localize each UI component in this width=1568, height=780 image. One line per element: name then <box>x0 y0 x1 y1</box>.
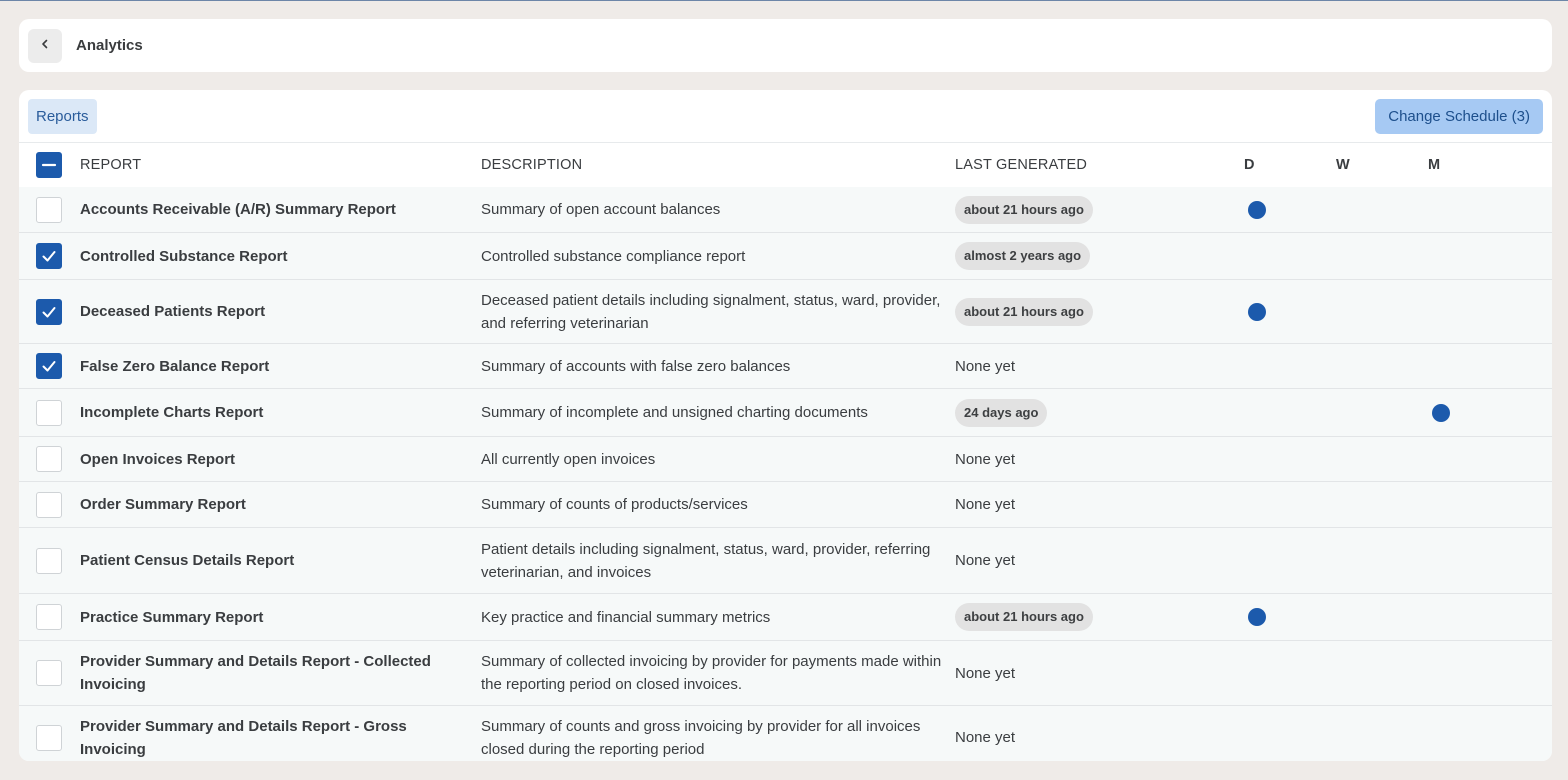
row-checkbox[interactable] <box>36 660 62 686</box>
last-generated-badge: about 21 hours ago <box>955 603 1093 631</box>
report-description: Summary of counts of products/services <box>481 496 748 513</box>
last-generated-badge: about 21 hours ago <box>955 196 1093 224</box>
report-description: Key practice and financial summary metrics <box>481 608 771 626</box>
checkmark-icon <box>40 247 58 265</box>
report-name: Open Invoices Report <box>80 450 236 468</box>
reports-panel <box>19 90 1552 761</box>
table-row[interactable] <box>19 482 1552 528</box>
scheduled-dot-icon <box>1248 608 1266 626</box>
daily-cell <box>1244 608 1336 626</box>
reports-table <box>19 143 1552 761</box>
table-row[interactable] <box>19 706 1552 761</box>
last-generated-text: None yet <box>955 357 1016 375</box>
select-all-checkbox[interactable] <box>36 152 62 178</box>
chevron-left-icon <box>39 37 51 55</box>
report-description: Summary of counts and gross invoicing by provider for all invoices closed during the reporting period <box>481 717 921 758</box>
report-description: Summary of collected invoicing by provider for payments made within the reporting period on closed invoices. <box>481 653 942 693</box>
table-header <box>19 143 1552 187</box>
last-generated-badge: about 21 hours ago <box>955 298 1093 326</box>
row-checkbox[interactable] <box>36 197 62 223</box>
table-row[interactable] <box>19 641 1552 706</box>
checkmark-icon <box>40 303 58 321</box>
last-generated-badge: 24 days ago <box>955 399 1047 427</box>
report-name: Practice Summary Report <box>80 608 264 626</box>
report-name: Provider Summary and Details Report - Collected Invoicing <box>80 653 431 693</box>
top-bar <box>19 19 1552 72</box>
table-row[interactable] <box>19 280 1552 344</box>
row-checkbox[interactable] <box>36 243 62 269</box>
column-header-description[interactable]: DESCRIPTION <box>481 156 583 173</box>
report-name: False Zero Balance Report <box>80 357 270 375</box>
table-row[interactable] <box>19 344 1552 389</box>
report-description: Summary of open account balances <box>481 201 721 218</box>
table-row[interactable] <box>19 437 1552 482</box>
scheduled-dot-icon <box>1248 303 1266 321</box>
daily-cell <box>1244 201 1336 219</box>
column-header-daily: D <box>1244 157 1255 173</box>
report-description: Patient details including signalment, status, ward, provider, referring veterinarian, and invoices <box>481 540 931 581</box>
row-checkbox[interactable] <box>36 353 62 379</box>
tab-reports[interactable]: Reports <box>28 99 97 134</box>
report-name: Incomplete Charts Report <box>80 404 264 421</box>
report-name: Accounts Receivable (A/R) Summary Report <box>80 201 396 218</box>
table-row[interactable] <box>19 389 1552 437</box>
row-checkbox[interactable] <box>36 604 62 630</box>
row-checkbox[interactable] <box>36 492 62 518</box>
back-button[interactable] <box>28 29 62 63</box>
report-name: Provider Summary and Details Report - Gross Invoicing <box>80 717 407 758</box>
report-description: Controlled substance compliance report <box>481 247 746 265</box>
last-generated-badge: almost 2 years ago <box>955 242 1090 270</box>
row-checkbox[interactable] <box>36 446 62 472</box>
table-row[interactable] <box>19 187 1552 233</box>
scheduled-dot-icon <box>1248 201 1266 219</box>
column-header-report[interactable]: REPORT <box>80 156 142 173</box>
last-generated-text: None yet <box>955 664 1016 682</box>
last-generated-text: None yet <box>955 729 1016 746</box>
column-header-weekly: W <box>1336 157 1350 173</box>
report-description: Summary of accounts with false zero balances <box>481 357 791 375</box>
table-row[interactable] <box>19 528 1552 594</box>
report-description: Summary of incomplete and unsigned charting documents <box>481 404 868 421</box>
column-header-last-generated[interactable]: LAST GENERATED <box>955 157 1087 173</box>
change-schedule-button[interactable]: Change Schedule (3) <box>1375 99 1543 134</box>
panel-header <box>19 90 1552 143</box>
report-name: Controlled Substance Report <box>80 247 288 265</box>
report-name: Patient Census Details Report <box>80 552 295 569</box>
table-row[interactable] <box>19 233 1552 280</box>
scheduled-dot-icon <box>1432 404 1450 422</box>
last-generated-text: None yet <box>955 450 1016 468</box>
report-description: All currently open invoices <box>481 450 656 468</box>
report-description: Deceased patient details including signalment, status, ward, provider, and referring veterinarian <box>481 291 941 332</box>
table-row[interactable] <box>19 594 1552 641</box>
report-name: Order Summary Report <box>80 496 246 513</box>
report-name: Deceased Patients Report <box>80 303 266 320</box>
minus-icon <box>40 156 58 174</box>
last-generated-text: None yet <box>955 552 1016 569</box>
monthly-cell <box>1428 404 1520 422</box>
last-generated-text: None yet <box>955 496 1016 513</box>
page-title: Analytics <box>76 37 143 54</box>
row-checkbox[interactable] <box>36 548 62 574</box>
checkmark-icon <box>40 357 58 375</box>
column-header-monthly: M <box>1428 157 1441 173</box>
row-checkbox[interactable] <box>36 725 62 751</box>
daily-cell <box>1244 303 1336 321</box>
row-checkbox[interactable] <box>36 299 62 325</box>
row-checkbox[interactable] <box>36 400 62 426</box>
